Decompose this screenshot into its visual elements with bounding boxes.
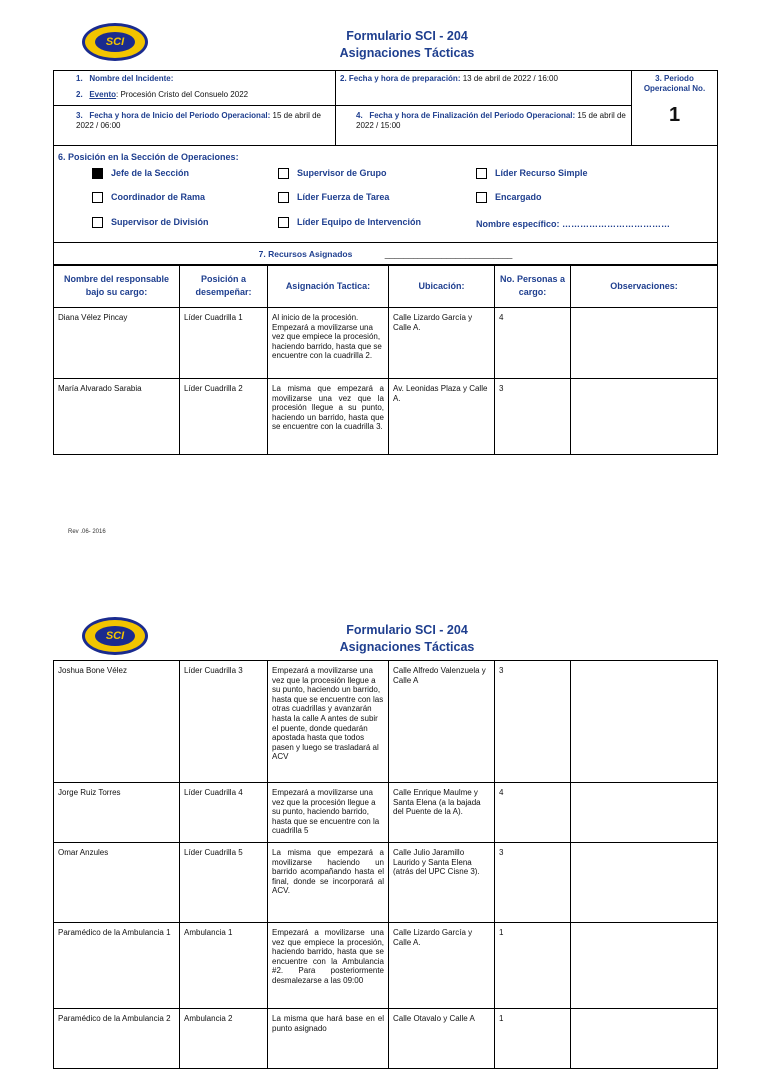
location-cell: Calle Lizardo García y Calle A. xyxy=(389,308,495,379)
position-cell: Ambulancia 2 xyxy=(180,1009,268,1069)
position-cell: Líder Cuadrilla 2 xyxy=(180,379,268,455)
location-cell: Av. Leonidas Plaza y Calle A. xyxy=(389,379,495,455)
option-encargado[interactable] xyxy=(476,192,542,203)
people-cell: 4 xyxy=(495,308,571,379)
prep-date-value: 13 de abril de 2022 / 16:00 xyxy=(460,74,558,83)
position-cell: Ambulancia 1 xyxy=(180,923,268,1009)
name-cell: María Alvarado Sarabia xyxy=(54,379,180,455)
checkbox[interactable] xyxy=(92,217,103,228)
name-cell: Paramédico de la Ambulancia 2 xyxy=(54,1009,180,1069)
event-label: Evento xyxy=(89,90,117,99)
resources-table xyxy=(53,264,718,455)
people-cell: 4 xyxy=(495,783,571,843)
checkbox[interactable] xyxy=(476,168,487,179)
end-date-value: 15 de abril de 2022 / 15:00 xyxy=(356,111,626,130)
field-number: 4. xyxy=(356,111,363,120)
assignment-cell: La misma que hará base en el punto asignado xyxy=(268,1009,389,1069)
option-supervisor-division[interactable] xyxy=(92,217,209,228)
option-label: Encargado xyxy=(495,192,542,202)
resources-table-continued xyxy=(53,660,718,1069)
end-date-field xyxy=(336,106,632,146)
event-value: : Procesión Cristo del Consuelo 2022 xyxy=(116,90,249,99)
checkbox[interactable] xyxy=(278,192,289,203)
form-title: Formulario SCI - 204 xyxy=(346,29,468,43)
checkbox[interactable] xyxy=(278,217,289,228)
incident-name-label: Nombre del Incidente: xyxy=(89,74,174,83)
assignment-cell: Empezará a movilizarse una vez que la procesión llegue a su punto, haciendo un barrido, hasta que se encuentre con las otras cuadrillas y avanzarán hasta la calle A antes de subir el puente, donde quedarán apostada hasta que todos pasen y luego se trasladará al ACV xyxy=(268,661,389,783)
operational-period-value: 1 xyxy=(668,104,681,126)
prep-date-field xyxy=(336,71,632,106)
section7-label: 7. Recursos Asignados xyxy=(258,249,353,259)
position-cell: Líder Cuadrilla 4 xyxy=(180,783,268,843)
table-row xyxy=(54,1009,718,1069)
specific-name-field[interactable] xyxy=(476,219,670,229)
option-supervisor-grupo[interactable] xyxy=(278,168,387,179)
observations-cell xyxy=(571,308,718,379)
field-number: 1. xyxy=(76,74,83,83)
end-date-label: Fecha y hora de Finalización del Periodo Operacional: xyxy=(369,111,576,120)
option-label: Supervisor de Grupo xyxy=(297,168,387,178)
name-cell: Joshua Bone Vélez xyxy=(54,661,180,783)
position-cell: Líder Cuadrilla 5 xyxy=(180,843,268,923)
observations-cell xyxy=(571,923,718,1009)
start-date-label: Fecha y hora de Inicio del Periodo Operacional: xyxy=(89,111,271,120)
field-number: 2. xyxy=(76,90,83,99)
form-subtitle: Asignaciones Tácticas xyxy=(339,640,475,654)
table-row xyxy=(54,661,718,783)
table-row xyxy=(54,379,718,455)
assignment-cell: Empezará a movilizarse una vez que empiece la procesión, haciendo barrido, hasta que se encuentre con la Ambulancia #2. Para posteriormente desmalezarse a las 09:00 xyxy=(268,923,389,1009)
assignment-cell: La misma que empezará a movilizarse haciendo un barrido acompañando hasta el final, donde se incorporará al ACV. xyxy=(268,843,389,923)
checkbox[interactable] xyxy=(476,192,487,203)
assignment-cell: Empezará a movilizarse una vez que la procesión llegue a su punto, haciendo barrido, hasta que se encuentre con la cuadrilla 5 xyxy=(268,783,389,843)
location-cell: Calle Otavalo y Calle A xyxy=(389,1009,495,1069)
start-date-field xyxy=(54,106,336,146)
observations-cell xyxy=(571,843,718,923)
people-cell: 1 xyxy=(495,923,571,1009)
option-label: Líder Recurso Simple xyxy=(495,168,588,178)
table-row xyxy=(54,843,718,923)
option-jefe-seccion[interactable] xyxy=(92,168,189,179)
col-header-location: Ubicación: xyxy=(389,265,495,308)
option-label: Líder Equipo de Intervención xyxy=(297,217,422,227)
col-header-name: Nombre del responsable bajo su cargo: xyxy=(54,265,180,308)
position-cell: Líder Cuadrilla 1 xyxy=(180,308,268,379)
location-cell: Calle Julio Jaramillo Laurido y Santa Elena (atrás del UPC Cisne 3). xyxy=(389,843,495,923)
name-cell: Diana Vélez Pincay xyxy=(54,308,180,379)
incident-field xyxy=(54,71,336,106)
form-subtitle: Asignaciones Tácticas xyxy=(339,46,475,60)
checkbox[interactable] xyxy=(278,168,289,179)
sci-logo-text: SCI xyxy=(95,32,135,52)
people-cell: 3 xyxy=(495,843,571,923)
position-cell: Líder Cuadrilla 3 xyxy=(180,661,268,783)
people-cell: 3 xyxy=(495,661,571,783)
location-cell: Calle Enrique Maulme y Santa Elena (a la bajada del Puente de la A). xyxy=(389,783,495,843)
option-coordinador-rama[interactable] xyxy=(92,192,205,203)
option-label: Supervisor de División xyxy=(111,217,209,227)
location-cell: Calle Lizardo García y Calle A. xyxy=(389,923,495,1009)
option-lider-recurso-simple[interactable] xyxy=(476,168,588,179)
table-row xyxy=(54,923,718,1009)
section6-label: 6. Posición en la Sección de Operaciones: xyxy=(58,152,239,162)
observations-cell xyxy=(571,661,718,783)
option-label: Coordinador de Rama xyxy=(111,192,206,202)
option-label: Líder Fuerza de Tarea xyxy=(297,192,390,202)
checkbox[interactable] xyxy=(92,192,103,203)
name-cell: Paramédico de la Ambulancia 1 xyxy=(54,923,180,1009)
revision-note: Rev .06- 2016 xyxy=(68,529,106,535)
checkbox[interactable] xyxy=(92,168,103,179)
location-cell: Calle Alfredo Valenzuela y Calle A xyxy=(389,661,495,783)
name-cell: Jorge Ruiz Torres xyxy=(54,783,180,843)
observations-cell xyxy=(571,783,718,843)
option-lider-equipo-intervencion[interactable] xyxy=(278,217,421,228)
start-date-value: 15 de abril de 2022 / 06:00 xyxy=(76,111,321,130)
people-cell: 1 xyxy=(495,1009,571,1069)
col-header-people: No. Personas a cargo: xyxy=(495,265,571,308)
col-header-observations: Observaciones: xyxy=(571,265,718,308)
col-header-assignment: Asignación Tactica: xyxy=(268,265,389,308)
col-header-position: Posición a desempeñar: xyxy=(180,265,268,308)
operational-period-label: 3. Periodo Operacional No. xyxy=(643,74,706,93)
assignment-cell: La misma que empezará a movilizarse una vez que la procesión llegue a su punto, haciendo un barrido, hasta que se encuentre con la cuadrilla 3. xyxy=(268,379,389,455)
section7-blank: ___________________________ xyxy=(384,249,513,259)
table-row xyxy=(54,308,718,379)
form-title-block xyxy=(0,28,768,62)
field-number: 3. xyxy=(76,111,83,120)
name-cell: Omar Anzules xyxy=(54,843,180,923)
observations-cell xyxy=(571,1009,718,1069)
specific-name-label: Nombre específico: ……………………………… xyxy=(476,219,671,229)
option-label: Jefe de la Sección xyxy=(111,168,190,178)
section7-box xyxy=(54,243,718,266)
prep-date-label: 2. Fecha y hora de preparación: xyxy=(340,74,461,83)
assignment-cell: Al inicio de la procesión. Empezará a movilizarse una vez que empiece la procesión, haciendo barrido, hasta que se encuentre con la cuadrilla 2. xyxy=(268,308,389,379)
form-title-block xyxy=(0,622,768,656)
observations-cell xyxy=(571,379,718,455)
sci-logo-text: SCI xyxy=(95,626,135,646)
form-title: Formulario SCI - 204 xyxy=(346,623,468,637)
operational-period-field xyxy=(632,71,718,146)
table-row xyxy=(54,783,718,843)
option-lider-fuerza-tarea[interactable] xyxy=(278,192,389,203)
people-cell: 3 xyxy=(495,379,571,455)
